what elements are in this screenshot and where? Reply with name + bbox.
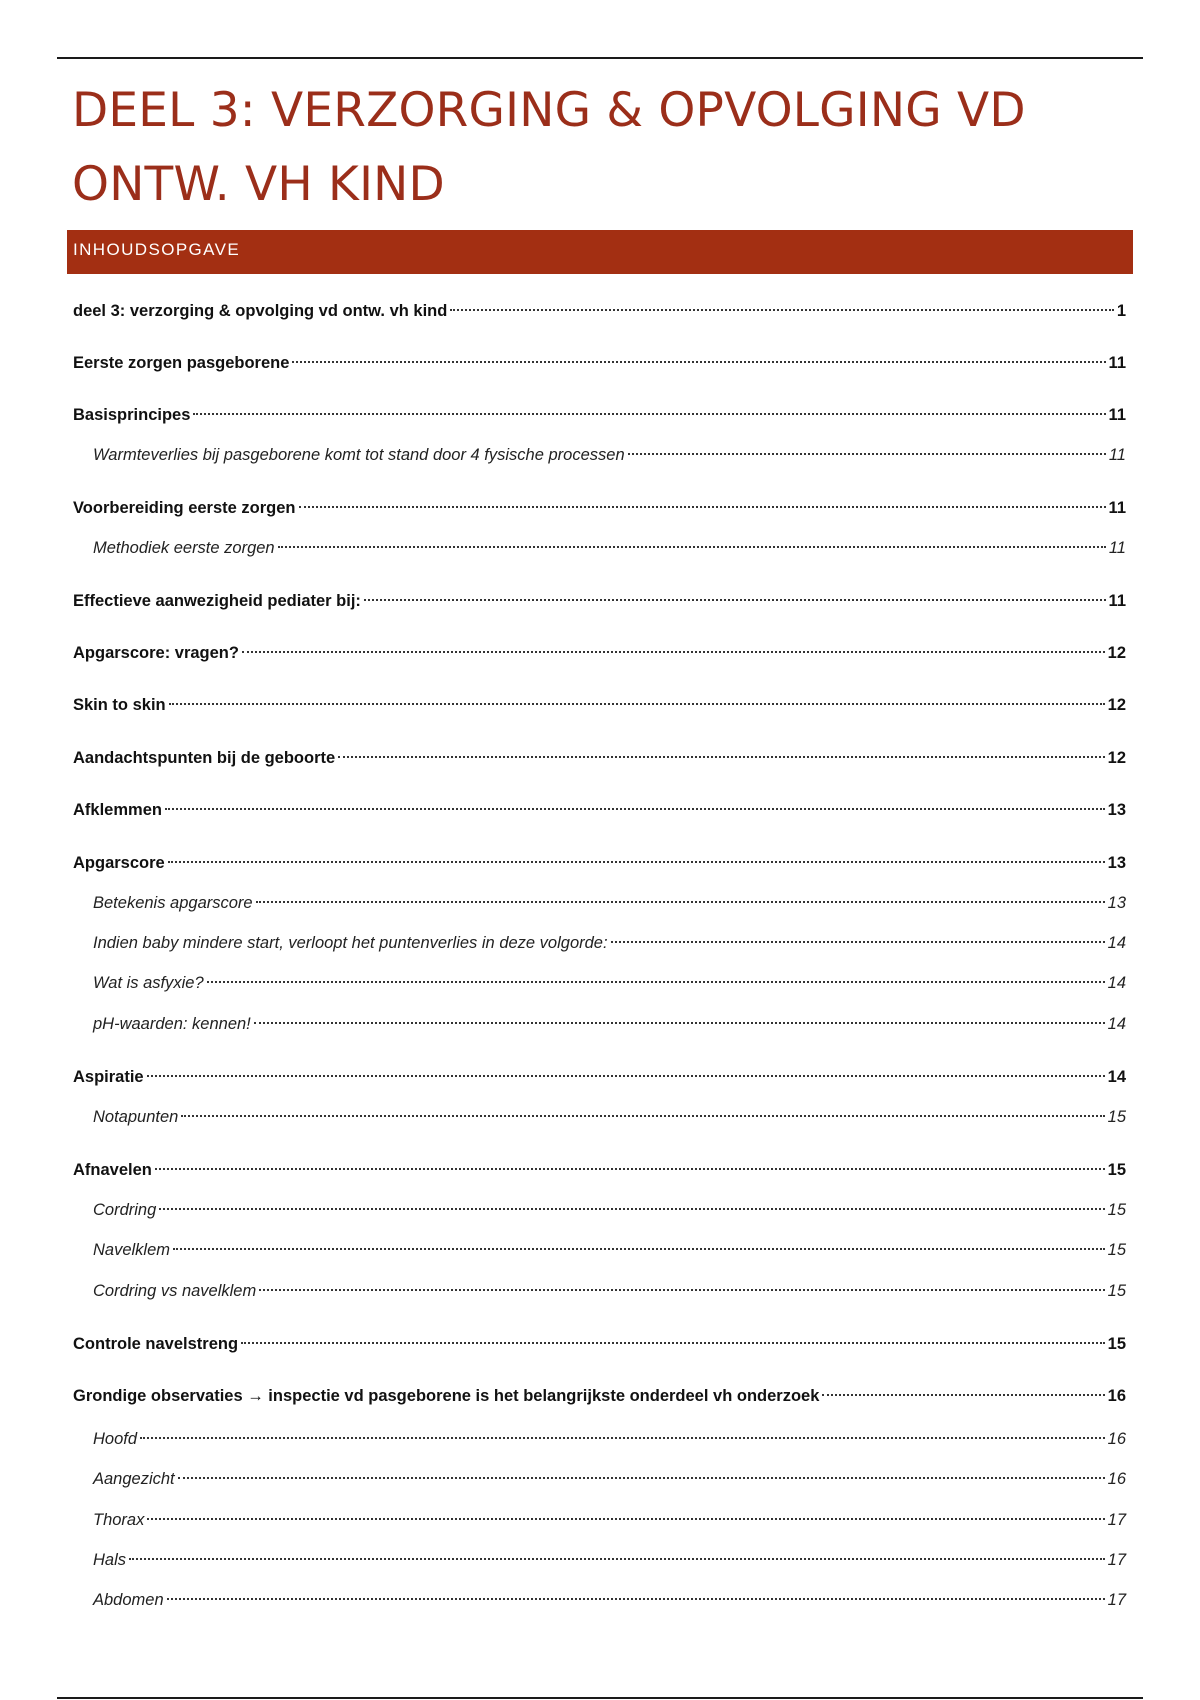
toc-subentry[interactable] — [93, 1466, 1126, 1492]
toc-leader — [173, 1248, 1105, 1250]
toc-entry-text: Controle navelstreng — [73, 1335, 239, 1353]
toc-leader — [241, 1342, 1105, 1344]
toc-entry[interactable] — [73, 1331, 1126, 1357]
toc-page-number: 14 — [1107, 934, 1126, 952]
toc-subentry[interactable] — [93, 1011, 1126, 1037]
toc-page-number: 15 — [1107, 1108, 1126, 1126]
toc-entry-text: deel 3: verzorging & opvolging vd ontw. vh kind — [73, 302, 448, 320]
toc-entry[interactable] — [73, 402, 1126, 428]
toc-leader — [254, 1022, 1105, 1024]
toc-entry-text: Effectieve aanwezigheid pediater bij: — [73, 592, 361, 610]
toc-leader — [140, 1437, 1105, 1439]
toc-entry-text: Abdomen — [93, 1591, 164, 1609]
toc-leader — [259, 1289, 1104, 1291]
toc-subentry[interactable] — [93, 442, 1126, 468]
toc-subentry[interactable] — [93, 970, 1126, 996]
toc-page-number: 11 — [1108, 446, 1126, 464]
toc-subentry[interactable] — [93, 1507, 1126, 1533]
toc-leader — [167, 1598, 1105, 1600]
toc-page-number: 16 — [1107, 1430, 1126, 1448]
toc-page-number: 12 — [1107, 749, 1126, 767]
toc-entry-text: Apgarscore: vragen? — [73, 644, 239, 662]
toc-page-number: 1 — [1116, 302, 1126, 320]
toc-leader — [364, 599, 1106, 601]
toc-subentry[interactable] — [93, 1197, 1126, 1223]
toc-entry[interactable] — [73, 692, 1126, 718]
toc-page-number: 13 — [1107, 801, 1126, 819]
toc-page-number: 17 — [1107, 1591, 1126, 1609]
toc-leader — [181, 1115, 1104, 1117]
toc-leader — [292, 361, 1105, 363]
toc-subentry[interactable] — [93, 1278, 1126, 1304]
toc-subentry[interactable] — [93, 1587, 1126, 1613]
toc-entry-text: Aandachtspunten bij de geboorte — [73, 749, 336, 767]
toc-leader — [155, 1168, 1105, 1170]
toc-page-number: 11 — [1108, 539, 1126, 557]
toc-page-number: 13 — [1107, 894, 1126, 912]
toc-leader — [159, 1208, 1104, 1210]
toc-leader — [147, 1518, 1104, 1520]
toc-subentry[interactable] — [93, 930, 1126, 956]
toc-entry-text: pH-waarden: kennen! — [93, 1015, 251, 1033]
toc-entry-text: Warmteverlies bij pasgeborene komt tot stand door 4 fysische processen — [93, 446, 625, 464]
top-rule — [57, 57, 1143, 59]
toc-leader — [165, 808, 1105, 810]
toc-entry[interactable] — [73, 1383, 1126, 1409]
toc-entry-text: Thorax — [93, 1511, 145, 1529]
toc-entry-text: Betekenis apgarscore — [93, 894, 253, 912]
toc-subentry[interactable] — [93, 535, 1126, 561]
bottom-rule — [57, 1697, 1143, 1699]
toc-leader — [450, 309, 1113, 311]
toc-entry-text: Eerste zorgen pasgeborene — [73, 354, 290, 372]
toc-page-number: 17 — [1107, 1551, 1126, 1569]
toc-entry[interactable] — [73, 640, 1126, 666]
toc-entry-text: Wat is asfyxie? — [93, 974, 204, 992]
toc-leader — [129, 1558, 1105, 1560]
toc-entry-text: Notapunten — [93, 1108, 179, 1126]
toc-leader — [611, 941, 1105, 943]
toc-subentry[interactable] — [93, 1547, 1126, 1573]
toc-leader — [256, 901, 1105, 903]
toc-page-number: 17 — [1107, 1511, 1126, 1529]
toc-entry[interactable] — [73, 797, 1126, 823]
toc-entry-text: Hals — [93, 1551, 127, 1569]
toc-entry-text: Apgarscore — [73, 854, 165, 872]
toc-leader — [168, 861, 1105, 863]
toc-page-number: 15 — [1107, 1241, 1126, 1259]
toc-leader — [822, 1394, 1104, 1396]
toc-entry-text: Aspiratie — [73, 1068, 144, 1086]
toc-entry-text: Skin to skin — [73, 696, 166, 714]
toc-entry[interactable] — [73, 588, 1126, 614]
toc-page-number: 11 — [1108, 499, 1126, 517]
toc-page-number: 12 — [1107, 644, 1126, 662]
toc-page-number: 13 — [1107, 854, 1126, 872]
toc-entry[interactable] — [73, 745, 1126, 771]
toc-leader — [207, 981, 1105, 983]
toc-leader — [242, 651, 1105, 653]
toc-leader — [338, 756, 1104, 758]
toc-leader — [169, 703, 1105, 705]
toc-page-number: 11 — [1108, 592, 1126, 610]
toc-entry-text: Cordring — [93, 1201, 157, 1219]
document-title: DEEL 3: VERZORGING & OPVOLGING VD ONTW. VH KIND — [72, 83, 1026, 212]
toc-subentry[interactable] — [93, 1237, 1126, 1263]
toc-entry[interactable] — [73, 350, 1126, 376]
toc-entry-text: Afnavelen — [73, 1161, 152, 1179]
toc-subentry[interactable] — [93, 1104, 1126, 1130]
toc-page-number: 11 — [1108, 406, 1126, 424]
toc-entry-text: Voorbereiding eerste zorgen — [73, 499, 296, 517]
toc-entry-text: Indien baby mindere start, verloopt het puntenverlies in deze volgorde: — [93, 934, 608, 952]
toc-entry-text: Navelklem — [93, 1241, 171, 1259]
toc-page-number: 14 — [1107, 1068, 1126, 1086]
toc-leader — [193, 413, 1105, 415]
toc-leader — [628, 453, 1106, 455]
toc-heading-banner — [67, 230, 1133, 274]
toc-page-number: 14 — [1107, 974, 1126, 992]
toc-entry-text: Aangezicht — [93, 1470, 175, 1488]
toc-entry-text: Cordring vs navelklem — [93, 1282, 257, 1300]
toc-entry-text: Afklemmen — [73, 801, 162, 819]
toc-entry-text: Hoofd — [93, 1430, 138, 1448]
toc-entry[interactable] — [73, 1157, 1126, 1183]
toc-leader — [278, 546, 1106, 548]
toc-subentry[interactable] — [93, 890, 1126, 916]
toc-page-number: 15 — [1107, 1282, 1126, 1300]
toc-entry[interactable] — [73, 850, 1126, 876]
toc-entry-text: Grondige observaties → inspectie vd pasgeborene is het belangrijkste onderdeel vh onderzoek — [73, 1387, 820, 1405]
toc-entry-text: Methodiek eerste zorgen — [93, 539, 275, 557]
toc-page-number: 14 — [1107, 1015, 1126, 1033]
toc-leader — [147, 1075, 1105, 1077]
toc-page-number: 15 — [1107, 1335, 1126, 1353]
toc-page-number: 15 — [1107, 1161, 1126, 1179]
toc-leader — [178, 1477, 1105, 1479]
toc-page-number: 12 — [1107, 696, 1126, 714]
toc-page-number: 16 — [1107, 1387, 1126, 1405]
toc-page-number: 16 — [1107, 1470, 1126, 1488]
toc-page-number: 11 — [1108, 354, 1126, 372]
toc-leader — [299, 506, 1106, 508]
toc-page-number: 15 — [1107, 1201, 1126, 1219]
toc-entry[interactable] — [73, 298, 1126, 324]
toc-entry[interactable] — [73, 495, 1126, 521]
toc-entry-text: Basisprincipes — [73, 406, 191, 424]
toc-entry[interactable] — [73, 1064, 1126, 1090]
toc-subentry[interactable] — [93, 1426, 1126, 1452]
toc-heading: INHOUDSOPGAVE — [73, 240, 241, 259]
